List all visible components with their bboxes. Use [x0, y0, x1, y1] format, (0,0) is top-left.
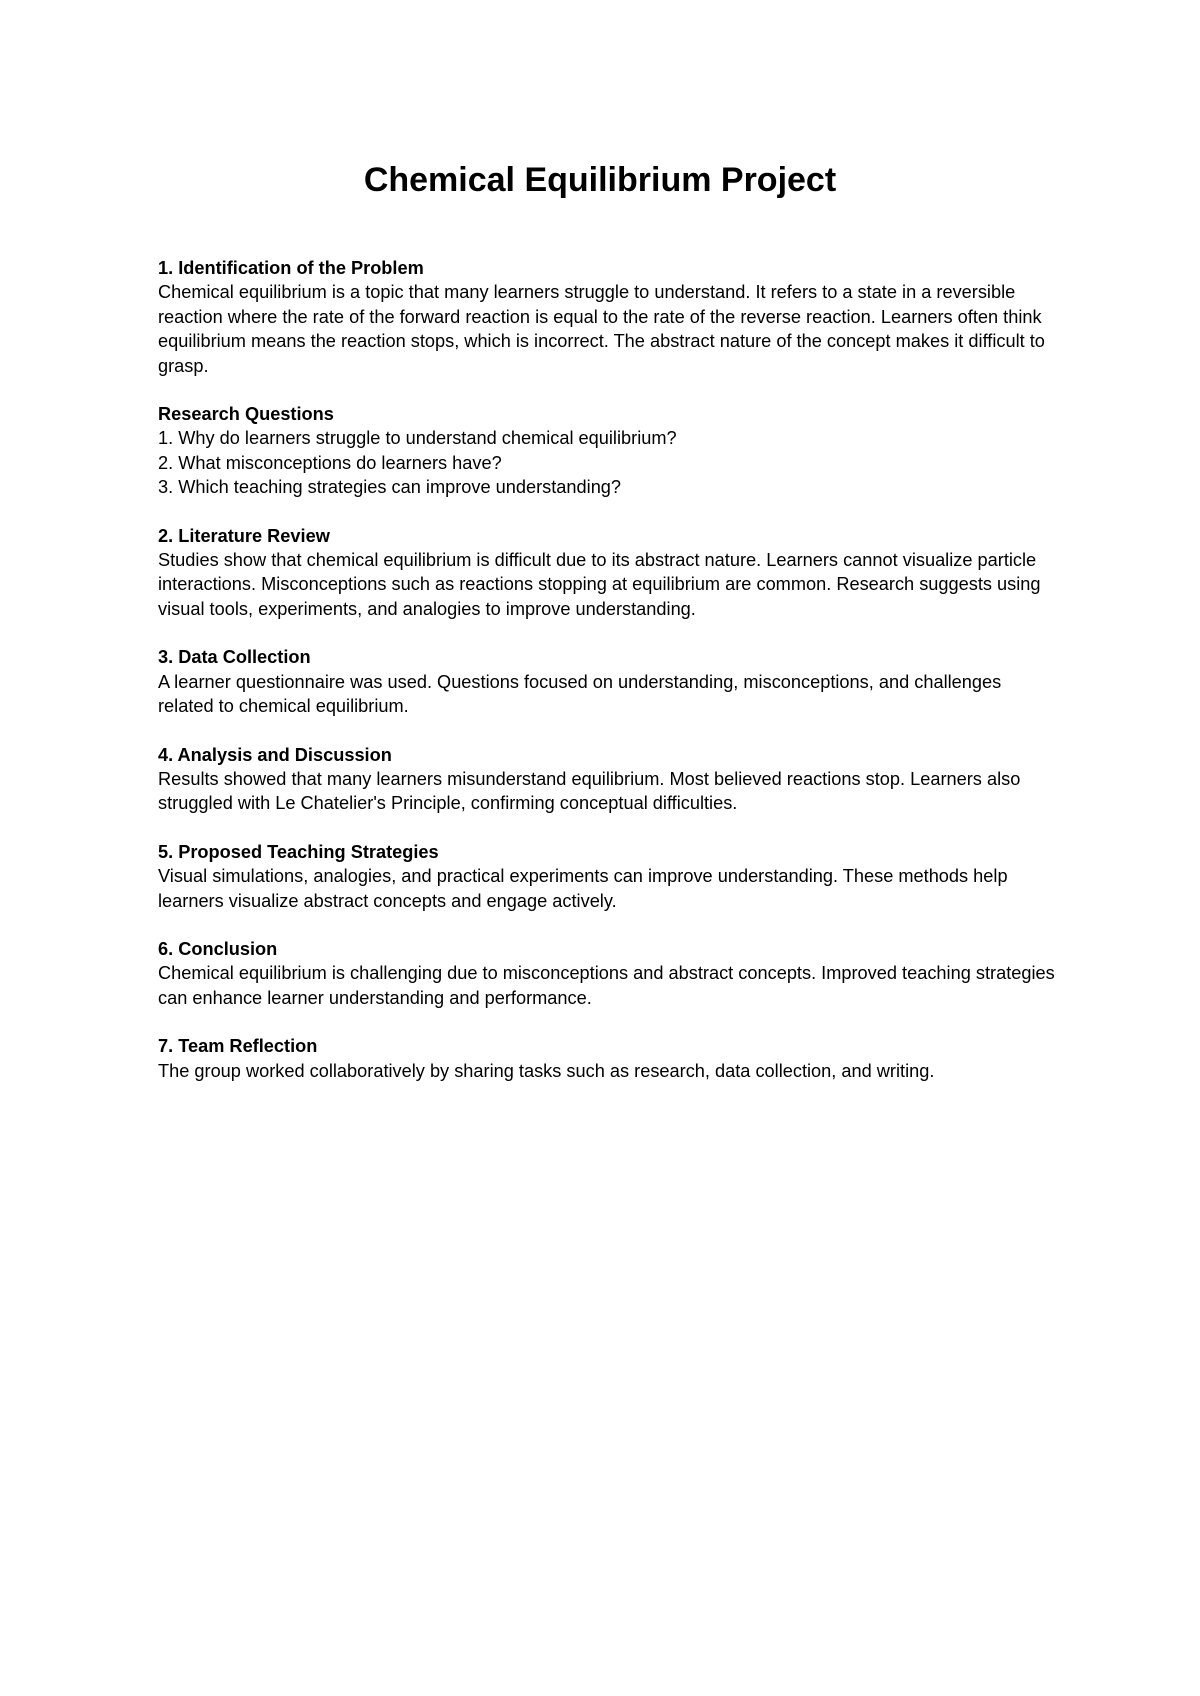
- section-heading: 7. Team Reflection: [158, 1036, 318, 1057]
- section-paragraph: Chemical equilibrium is challenging due to misconceptions and abstract concepts. Improved teaching strategies can enhance learner understanding and performance.: [158, 963, 1055, 1008]
- section-paragraph: A learner questionnaire was used. Questions focused on understanding, misconceptions, and challenges related to chemical equilibrium.: [158, 671, 1002, 717]
- section-heading: 6. Conclusion: [158, 938, 278, 959]
- section-paragraph: Chemical equilibrium is a topic that many learners struggle to understand. It refers to a state in a reversible reaction where the rate of the forward reaction is equal to the rate of the reverse reaction. Learners often think equilibrium means the reaction stops, which is incorrect. The abstract nature of the concept makes it difficult to grasp.: [158, 282, 1045, 376]
- section-analysis-discussion: [158, 743, 1058, 816]
- section-heading: 3. Data Collection: [158, 647, 311, 668]
- document-title: Chemical Equilibrium Project: [363, 161, 837, 199]
- section-team-reflection: [158, 1034, 1058, 1083]
- section-data-collection: [158, 645, 1058, 718]
- list-item: 2. What misconceptions do learners have?: [158, 452, 502, 473]
- section-teaching-strategies: [158, 840, 1058, 913]
- research-questions-list: [158, 426, 1058, 499]
- section-conclusion: [158, 937, 1058, 1010]
- section-paragraph: Results showed that many learners misunderstand equilibrium. Most believed reactions stop. Learners also struggled with Le Chatelier's Principle, confirming conceptual difficulties.: [158, 768, 1021, 814]
- section-heading: 5. Proposed Teaching Strategies: [158, 841, 439, 862]
- section-paragraph: Studies show that chemical equilibrium is difficult due to its abstract nature. Learners cannot visualize particle interactions. Misconceptions such as reactions stopping at equilibrium are common. Research suggests using visual tools, experiments, and analogies to improve understanding.: [158, 550, 1041, 619]
- section-research-questions: [158, 402, 1058, 500]
- section-heading: Research Questions: [158, 404, 334, 425]
- section-literature-review: [158, 524, 1058, 622]
- section-heading: 4. Analysis and Discussion: [158, 744, 392, 765]
- section-paragraph: Visual simulations, analogies, and practical experiments can improve understanding. These methods help learners visualize abstract concepts and engage actively.: [158, 866, 1008, 911]
- section-identification: [158, 256, 1058, 378]
- document-body: [158, 256, 1058, 1107]
- section-paragraph: The group worked collaboratively by sharing tasks such as research, data collection, and writing.: [158, 1060, 935, 1081]
- section-heading: 1. Identification of the Problem: [158, 258, 424, 278]
- list-item: 3. Which teaching strategies can improve understanding?: [158, 477, 622, 498]
- section-heading: 2. Literature Review: [158, 525, 330, 546]
- list-item: 1. Why do learners struggle to understand chemical equilibrium?: [158, 428, 677, 449]
